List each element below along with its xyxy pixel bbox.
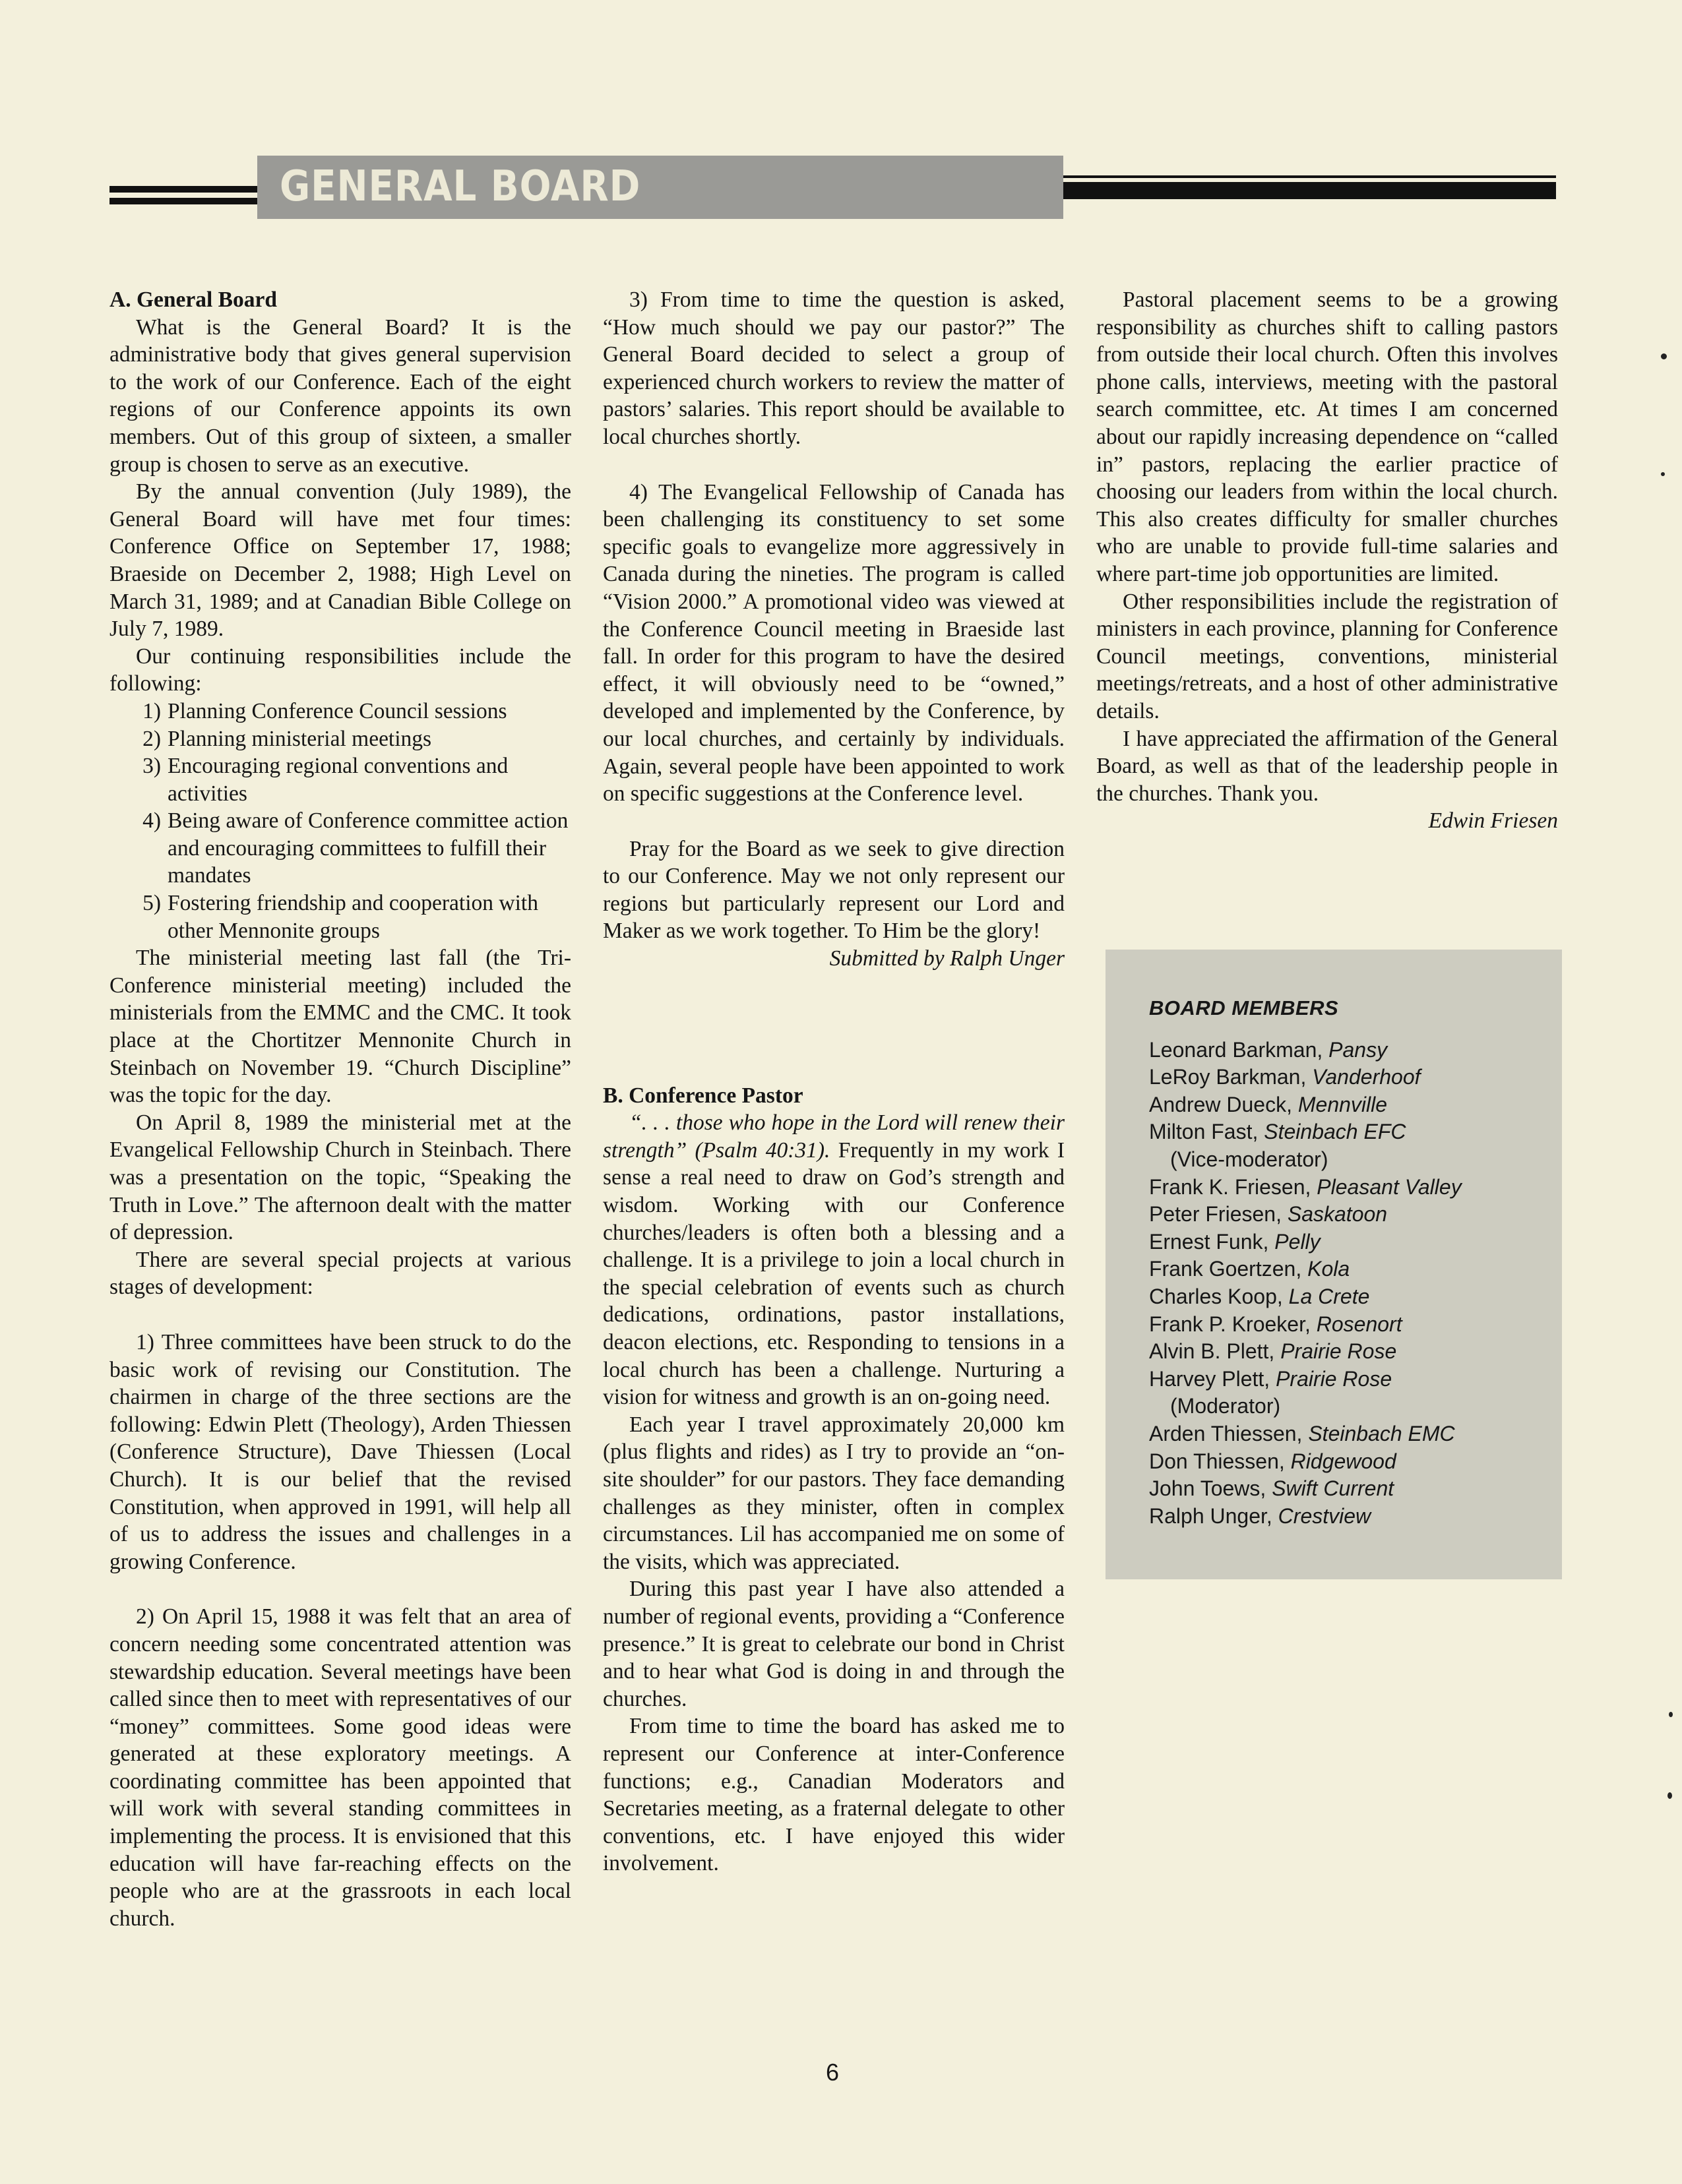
board-member xyxy=(1149,1366,1562,1420)
member-place: Saskatoon xyxy=(1287,1202,1388,1227)
signature-edwin-friesen: Edwin Friesen xyxy=(1428,808,1558,834)
paragraph: By the annual convention (July 1989), the General Board will have met four times: Conference Office on September 17, 1988; Braeside on December 2, 1988; High Level on March 31, 1989; and at Canadian Bible College on July 7, 1989. xyxy=(109,479,571,642)
member-name: Arden Thiessen, xyxy=(1149,1421,1309,1445)
paragraph: Our continuing responsibilities include the following: xyxy=(109,644,571,696)
scan-speck xyxy=(1669,1712,1673,1717)
board-members-title: BOARD MEMBERS xyxy=(1149,996,1339,1019)
list-number: 2) xyxy=(142,726,161,751)
paragraph: During this past year I have also attended a number of regional events, providing a “Conference presence.” It is great to celebrate our bond in Christ and to hear what God is doing in and through the churches. xyxy=(603,1577,1065,1711)
list-number: 5) xyxy=(142,891,161,916)
board-member xyxy=(1149,1283,1562,1311)
list-item xyxy=(109,807,571,890)
header-band xyxy=(0,0,1682,224)
member-name: Frank K. Friesen, xyxy=(1149,1174,1317,1199)
scan-speck xyxy=(1667,1792,1672,1799)
member-place: Prairie Rose xyxy=(1276,1366,1392,1391)
signature-ralph-unger: Submitted by Ralph Unger xyxy=(829,946,1065,971)
paragraph: I have appreciated the affirmation of the General Board, as well as that of the leadership people in the churches. Thank you. xyxy=(1096,726,1558,806)
member-name: Charles Koop, xyxy=(1149,1284,1289,1308)
section-heading-general-board: A. General Board xyxy=(109,288,278,312)
responsibilities-list xyxy=(109,698,571,944)
scan-speck xyxy=(1661,472,1665,476)
paragraph: The ministerial meeting last fall (the Tri-Conference ministerial meeting) included the ministerials from the EMMC and the CMC. It took place at the Chortitzer Mennonite Church in Steinbach on November 19. “Church Discipline” was the topic for the day. xyxy=(109,946,571,1108)
list-item xyxy=(109,725,571,753)
board-member xyxy=(1149,1420,1562,1448)
member-name: Milton Fast, xyxy=(1149,1120,1264,1144)
member-place: Swift Current xyxy=(1272,1476,1394,1501)
board-members-list xyxy=(1149,1037,1562,1531)
list-text: Encouraging regional conventions and activities xyxy=(168,754,509,806)
section-title-box xyxy=(257,156,1063,219)
member-place: Pelly xyxy=(1274,1229,1321,1254)
project-paragraph-3: 3) From time to time the question is asked, “How much should we pay our pastor?” The General Board decided to select a group of experienced church workers to review the matter of pastors’ salaries. This report should be available to local churches shortly. xyxy=(603,288,1065,449)
member-name: Frank Goertzen, xyxy=(1149,1257,1308,1281)
member-name: Don Thiessen, xyxy=(1149,1449,1291,1473)
member-place: Pansy xyxy=(1328,1037,1388,1062)
member-name: John Toews, xyxy=(1149,1476,1272,1501)
member-name: LeRoy Barkman, xyxy=(1149,1065,1313,1089)
member-place: Rosenort xyxy=(1316,1312,1402,1336)
prayer-paragraph: Pray for the Board as we seek to give direction to our Conference. May we not only represent our regions but particularly represent our Lord and Maker as we work together. To Him be the glory! xyxy=(603,836,1065,944)
member-place: Vanderhoof xyxy=(1312,1065,1421,1089)
list-text: Planning Conference Council sessions xyxy=(168,698,507,723)
board-member xyxy=(1149,1338,1562,1366)
list-text: Planning ministerial meetings xyxy=(168,726,432,751)
board-member xyxy=(1149,1256,1562,1283)
list-item xyxy=(109,752,571,807)
member-place: Crestview xyxy=(1278,1503,1371,1528)
board-member xyxy=(1149,1503,1562,1531)
section-heading-conference-pastor: B. Conference Pastor xyxy=(603,1083,803,1108)
member-name: Andrew Dueck, xyxy=(1149,1092,1298,1116)
member-name: Peter Friesen, xyxy=(1149,1202,1288,1227)
project-paragraph-1: 1) Three committees have been struck to do the basic work of revising our Constitution. The chairmen in charge of the three sections are the following: Edwin Plett (Theology), Arden Thiessen (Conference Structure), Dave Thiessen (Local Church). It is our belief that the revised Constitution, when approved in 1991, will help all of us to address the issues and challenges in a growing Conference. xyxy=(109,1329,571,1574)
member-name: Harvey Plett, xyxy=(1149,1366,1276,1391)
scan-speck xyxy=(1661,353,1667,359)
project-paragraph-2: 2) On April 15, 1988 it was felt that an area of concern needing some concentrated attention was stewardship education. Several meetings have been called since then to meet with representatives of our “money” committees. Some good ideas were generated at these exploratory meetings. A coordinating committee has been appointed that will work with several standing committees in implementing the process. It is envisioned that this education will have far-reaching effects on the people who are at the grassroots in each local church. xyxy=(109,1604,571,1931)
board-member xyxy=(1149,1091,1562,1119)
spacer xyxy=(603,973,1065,1082)
list-number: 3) xyxy=(142,754,161,779)
paragraph xyxy=(603,1109,1065,1411)
member-place: Kola xyxy=(1307,1257,1350,1281)
board-member xyxy=(1149,1064,1562,1091)
member-name: Leonard Barkman, xyxy=(1149,1037,1329,1062)
paragraph: From time to time the board has asked me to represent our Conference at inter-Conference functions; e.g., Canadian Moderators and Secretaries meeting, as a fraternal delegate to other conventions, etc. I have enjoyed this wider involvement. xyxy=(603,1714,1065,1876)
spacer xyxy=(109,1575,571,1603)
member-place: Mennville xyxy=(1297,1092,1388,1116)
board-member xyxy=(1149,1118,1562,1173)
scripture-quote: “. . . those who hope in the Lord will renew their strength” (Psalm 40:31). xyxy=(603,1110,1065,1163)
board-member xyxy=(1149,1475,1562,1503)
paragraph: Other responsibilities include the registration of ministers in each province, planning for Conference Council meetings, conventions, ministerial meetings/retreats, and a host of other administrative details. xyxy=(1096,589,1558,723)
member-role: (Moderator) xyxy=(1170,1394,1281,1418)
column-2 xyxy=(603,286,1065,1877)
list-text: Being aware of Conference committee action and encouraging committees to fulfill their mandates xyxy=(168,808,569,888)
board-member xyxy=(1149,1228,1562,1256)
project-paragraph-4: 4) The Evangelical Fellowship of Canada has been challenging its constituency to set some specific goals to evangelize more aggressively in Canada during the nineties. The program is called “Vision 2000.” A promotional video was viewed at the Conference Council meeting in Braeside last fall. In order for this program to have the desired effect, it will obviously need to be “owned,” developed and implemented by the Conference, by our local churches, and certainly by individuals. Again, several people have been appointed to work on specific suggestions at the Conference level. xyxy=(603,479,1065,806)
member-role: (Vice-moderator) xyxy=(1170,1147,1328,1171)
paragraph: Each year I travel approximately 20,000 km (plus flights and rides) as I try to provide an “on-site shoulder” for our pastors. They face demanding challenges as they minister, often in complex circumstances. Lil has accompanied me on some of the visits, which was appreciated. xyxy=(603,1412,1065,1574)
board-member xyxy=(1149,1448,1562,1476)
list-item xyxy=(109,698,571,725)
header-rule-left-2 xyxy=(109,198,257,204)
header-rule-left xyxy=(109,186,257,193)
column-1 xyxy=(109,286,571,1932)
spacer xyxy=(109,1301,571,1329)
spacer xyxy=(603,808,1065,835)
spacer xyxy=(603,451,1065,479)
member-place: Ridgewood xyxy=(1290,1449,1396,1473)
member-place: Pleasant Valley xyxy=(1317,1174,1462,1199)
member-name: Alvin B. Plett, xyxy=(1149,1339,1281,1364)
paragraph: What is the General Board? It is the administrative body that gives general supervision to the work of our Conference. Each of the eight regions of our Conference appoints its own members. Out of this group of sixteen, a smaller group is chosen to serve as an executive. xyxy=(109,315,571,477)
member-name: Ralph Unger, xyxy=(1149,1503,1278,1528)
member-place: Prairie Rose xyxy=(1280,1339,1397,1364)
column-3 xyxy=(1096,286,1558,835)
member-name: Frank P. Kroeker, xyxy=(1149,1312,1317,1336)
member-place: Steinbach EMC xyxy=(1308,1421,1455,1445)
list-number: 1) xyxy=(142,698,161,723)
header-rule-right-thin xyxy=(1059,175,1556,178)
list-number: 4) xyxy=(142,808,161,834)
list-item xyxy=(109,890,571,944)
page-title: GENERAL BOARD xyxy=(280,162,641,211)
board-member xyxy=(1149,1201,1562,1228)
member-name: Ernest Funk, xyxy=(1149,1229,1275,1254)
paragraph: There are several special projects at various stages of development: xyxy=(109,1247,571,1300)
page-number: 6 xyxy=(826,2059,840,2086)
member-place: Steinbach EFC xyxy=(1264,1120,1406,1144)
board-members-box xyxy=(1106,950,1562,1579)
list-text: Fostering friendship and cooperation with other Mennonite groups xyxy=(168,891,538,943)
board-member xyxy=(1149,1037,1562,1064)
paragraph: Pastoral placement seems to be a growing responsibility as churches shift to calling pastors from outside their local church. Often this involves phone calls, interviews, meeting with the pastoral search committee, etc. At times I am concerned about our rapidly increasing dependence on “called in” pastors, replacing the earlier practice of choosing our leaders from within the local church. This also creates difficulty for smaller churches who are unable to provide full-time salaries and where part-time job opportunities are limited. xyxy=(1096,288,1558,586)
header-rule-right-thick xyxy=(1059,182,1556,199)
paragraph: On April 8, 1989 the ministerial met at the Evangelical Fellowship Church in Steinbach. There was a presentation on the topic, “Speaking the Truth in Love.” The afternoon dealt with the matter of depression. xyxy=(109,1110,571,1245)
board-member xyxy=(1149,1311,1562,1339)
member-place: La Crete xyxy=(1288,1284,1370,1308)
board-member xyxy=(1149,1174,1562,1201)
quote-continuation: Frequently in my work I sense a real need to draw on God’s strength and wisdom. Working with our Conference churches/leaders is often both a blessing and a challenge. It is a privilege to join a local church in the special celebration of events such as church dedications, ordinations, pastor installations, deacon elections, etc. Responding to tensions in a local church has been a challenge. Nurturing a vision for witness and growth is an on-going need. xyxy=(603,1138,1065,1410)
